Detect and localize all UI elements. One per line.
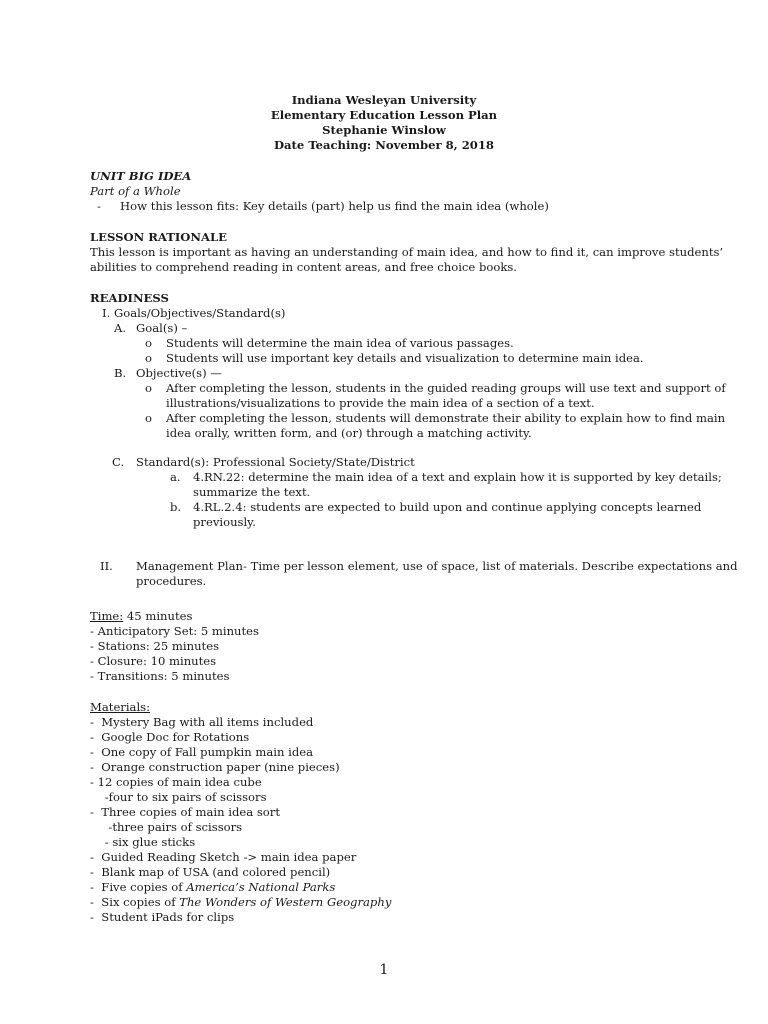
standard-item (90, 500, 702, 515)
readiness-heading: READINESS (90, 291, 169, 305)
management-text: procedures. (136, 574, 207, 588)
lesson-rationale-line: abilities to comprehend reading in content areas, and free choice books. (90, 260, 517, 274)
material-item: - Mystery Bag with all items included (90, 715, 314, 729)
unit-big-idea-heading: UNIT BIG IDEA (90, 169, 192, 183)
goal-text: Students will use important key details and visualization to determine main idea. (166, 351, 644, 365)
time-item: - Closure: 10 minutes (90, 654, 217, 668)
unit-big-idea-bullet (90, 199, 680, 214)
objective-continuation (90, 396, 680, 411)
geo-prefix: - Six copies of (90, 895, 180, 909)
management-marker: II. (100, 559, 113, 573)
management-continuation (90, 574, 680, 589)
objective-item (90, 381, 726, 396)
standard-marker: a. (170, 470, 181, 484)
time-value: 45 minutes (123, 609, 193, 623)
material-item: - Three copies of main idea sort (90, 805, 280, 819)
objectives-row (90, 366, 680, 381)
standard-item (90, 470, 722, 485)
material-item: - One copy of Fall pumpkin main idea (90, 745, 314, 759)
goals-label: Goal(s) – (136, 321, 188, 335)
time-row (90, 609, 680, 624)
goal-item (90, 336, 680, 351)
parks-title: America’s National Parks (186, 880, 336, 894)
material-item: - Blank map of USA (and colored pencil) (90, 865, 331, 879)
standard-continuation (90, 515, 680, 530)
standard-text: 4.RN.22: determine the main idea of a text and explain how it is supported by key details; (193, 470, 722, 484)
objective-text: illustrations/visualizations to provide the main idea of a section of a text. (166, 396, 595, 410)
objectives-marker: B. (114, 366, 127, 380)
management-text: Management Plan- Time per lesson element, use of space, list of materials. Describe expectations and (136, 559, 738, 573)
date-teaching: Date Teaching: November 8, 2018 (273, 138, 494, 152)
material-item: - Orange construction paper (nine pieces) (90, 760, 340, 774)
objective-text: idea orally, written form, and (or) through a matching activity. (166, 426, 532, 440)
standard-text: previously. (193, 515, 256, 529)
material-item: - Guided Reading Sketch -> main idea paper (90, 850, 357, 864)
objective-item (90, 411, 726, 426)
lesson-rationale-line: This lesson is important as having an understanding of main idea, and how to find it, can improve students’ (90, 245, 724, 259)
standard-text: 4.RL.2.4: students are expected to build upon and continue applying concepts learned (193, 500, 702, 514)
time-item: - Transitions: 5 minutes (90, 669, 230, 683)
standard-text: summarize the text. (193, 485, 311, 499)
section-i-title: I. Goals/Objectives/Standard(s) (102, 306, 286, 320)
goals-row (90, 321, 680, 336)
university-name: Indiana Wesleyan University (291, 93, 477, 107)
materials-label: Materials: (90, 700, 151, 714)
readiness-section (90, 291, 726, 530)
geo-title: The Wonders of Western Geography (179, 895, 392, 909)
time-item: - Anticipatory Set: 5 minutes (90, 624, 259, 638)
standard-marker: b. (170, 500, 182, 514)
objective-text: After completing the lesson, students will demonstrate their ability to explain how to find main (166, 411, 726, 425)
page-number: 1 (379, 962, 389, 978)
author-name: Stephanie Winslow (322, 123, 446, 137)
materials-section (90, 700, 680, 925)
objective-continuation (90, 426, 680, 441)
time-label: Time: (90, 609, 124, 623)
lesson-rationale-section (90, 230, 724, 275)
standards-label: Standard(s): Professional Society/State/District (136, 455, 415, 469)
goal-text: Students will determine the main idea of various passages. (166, 336, 514, 350)
material-item: - Google Doc for Rotations (90, 730, 250, 744)
bullet-marker: o (145, 351, 152, 365)
bullet-marker: - (97, 199, 101, 213)
standard-continuation (90, 485, 680, 500)
plan-title: Elementary Education Lesson Plan (270, 108, 498, 122)
standards-row (90, 455, 680, 470)
material-subitem: -four to six pairs of scissors (90, 790, 267, 804)
management-row (90, 559, 738, 574)
lesson-rationale-heading: LESSON RATIONALE (90, 230, 227, 244)
bullet-marker: o (145, 336, 152, 350)
bullet-text: How this lesson fits: Key details (part) help us find the main idea (whole) (120, 199, 549, 213)
goal-item (90, 351, 680, 366)
material-item: - Student iPads for clips (90, 910, 235, 924)
material-item: - 12 copies of main idea cube (90, 775, 262, 789)
time-item: - Stations: 25 minutes (90, 639, 220, 653)
material-subitem: - six glue sticks (90, 835, 196, 849)
material-item-parks (90, 880, 680, 895)
standards-marker: C. (112, 455, 125, 469)
material-subitem: -three pairs of scissors (90, 820, 243, 834)
material-item-geography (90, 895, 680, 910)
unit-big-idea-subtitle: Part of a Whole (90, 184, 181, 198)
management-section (90, 559, 738, 589)
objectives-label: Objective(s) — (136, 366, 222, 380)
bullet-marker: o (145, 411, 152, 425)
document-header (0, 93, 768, 153)
objective-text: After completing the lesson, students in the guided reading groups will use text and support of (166, 381, 726, 395)
time-section (90, 609, 680, 684)
unit-big-idea-section (90, 169, 680, 214)
bullet-marker: o (145, 381, 152, 395)
goals-marker: A. (114, 321, 127, 335)
parks-prefix: - Five copies of (90, 880, 187, 894)
